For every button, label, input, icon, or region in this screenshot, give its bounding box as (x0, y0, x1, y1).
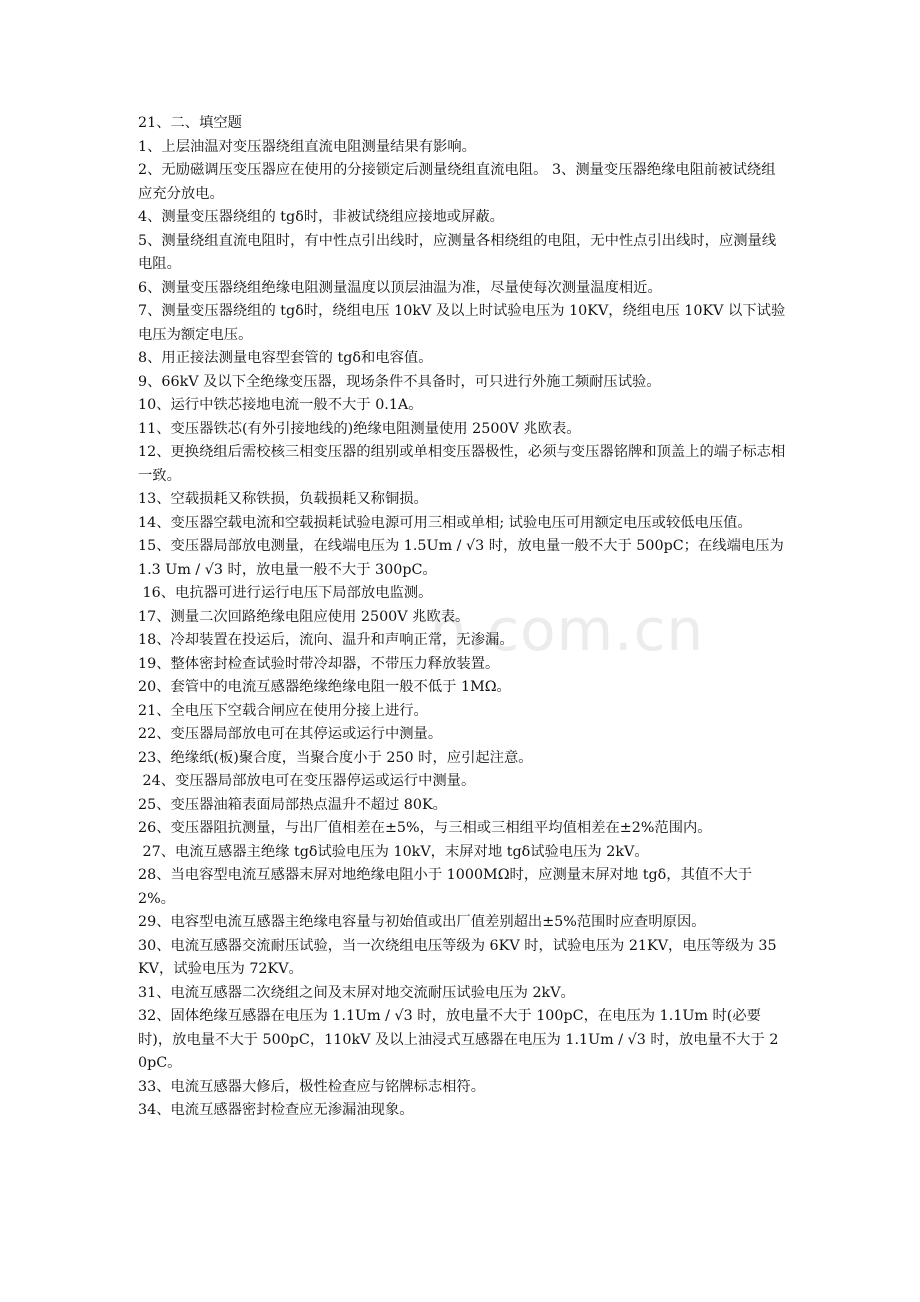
item-18: 18、冷却装置在投运后，流向、温升和声响正常，无渗漏。 (138, 632, 514, 648)
item-22: 22、变压器局部放电可在其停运或运行中测量。 (138, 726, 443, 742)
item-28: 28、当电容型电流互感器末屏对地绝缘电阻小于 1000MΩ时，应测量末屏对地 tgδ，其值不大于 2%。 (138, 867, 757, 907)
item-4: 4、测量变压器绕组的 tgδ时，非被试绕组应接地或屏蔽。 (138, 209, 504, 225)
item-19: 19、整体密封检查试验时带冷却器，不带压力释放装置。 (138, 655, 500, 672)
item-34: 34、电流互感器密封检查应无渗漏油现象。 (138, 1102, 414, 1118)
document-body (138, 112, 789, 1123)
item-20: 20、套管中的电流互感器绝缘绝缘电阻一般不低于 1MΩ。 (138, 679, 511, 695)
item-1: 1、上层油温对变压器绕组直流电阻测量结果有影响。 (138, 138, 476, 155)
item-21: 21、全电压下空载合闸应在使用分接上进行。 (138, 702, 428, 719)
item-10: 10、运行中铁芯接地电流一般不大于 0.1A。 (138, 397, 423, 413)
item-15: 15、变压器局部放电测量，在线端电压为 1.5Um / √3 时，放电量一般不大于 500pC；在线端电压为 1.3 Um / √3 时，放电量一般不大于 300pC。 (138, 538, 789, 578)
item-5: 5、测量绕组直流电阻时，有中性点引出线时，应测量各相绕组的电阻，无中性点引出线时，应测量线电阻。 (138, 232, 777, 272)
item-25: 25、变压器油箱表面局部热点温升不超过 80K。 (138, 796, 447, 813)
item-26: 26、变压器阻抗测量，与出厂值相差在±5%，与三相或三相组平均值相差在±2%范围内。 (138, 820, 712, 836)
item-2-3: 2、无励磁调压变压器应在使用的分接锁定后测量绕组直流电阻。 3、测量变压器绝缘电阻前被试绕组应充分放电。 (138, 162, 776, 202)
item-29: 29、电容型电流互感器主绝缘电容量与初始值或出厂值差别超出±5%范围时应查明原因。 (138, 914, 706, 930)
item-6: 6、测量变压器绕组绝缘电阻测量温度以顶层油温为准，尽量使每次测量温度相近。 (138, 279, 662, 296)
item-32: 32、固体绝缘互感器在电压为 1.1Um / √3 时，放电量不大于 100pC，在电压为 1.1Um 时(必要时)，放电量不大于 500pC，110kV 及以上油浸式互感器在电压为 1.1Um / √3 时，放电量不大于 20pC。 (138, 1008, 779, 1071)
item-23: 23、绝缘纸(板)聚合度，当聚合度小于 250 时，应引起注意。 (138, 749, 533, 766)
item-12: 12、更换绕组后需校核三相变压器的组别或单相变压器极性，必须与变压器铭牌和顶盖上的端子标志相一致。 (138, 444, 786, 484)
item-24: 24、变压器局部放电可在变压器停运或运行中测量。 (138, 773, 476, 789)
watermark: n.com.cn (430, 596, 705, 664)
item-13: 13、空载损耗又称铁损，负载损耗又称铜损。 (138, 491, 428, 507)
item-31: 31、电流互感器二次绕组之间及末屏对地交流耐压试验电压为 2kV。 (138, 984, 575, 1001)
item-17: 17、测量二次回路绝缘电阻应使用 2500V 兆欧表。 (138, 608, 470, 625)
item-16: 16、电抗器可进行运行电压下局部放电监测。 (138, 585, 433, 601)
line-section-title: 21、二、填空题 (138, 115, 242, 131)
item-7: 7、测量变压器绕组的 tgδ时，绕组电压 10kV 及以上时试验电压为 10KV，绕组电压 10KV 以下试验电压为额定电压。 (138, 303, 786, 343)
item-14: 14、变压器空载电流和空载损耗试验电源可用三相或单相; 试验电压可用额定电压或较低电压值。 (138, 514, 752, 531)
item-11: 11、变压器铁芯(有外引接地线的)绝缘电阻测量使用 2500V 兆欧表。 (138, 420, 581, 437)
item-27: 27、电流互感器主绝缘 tgδ试验电压为 10kV，末屏对地 tgδ试验电压为 2kV。 (138, 843, 649, 860)
item-30: 30、电流互感器交流耐压试验，当一次绕组电压等级为 6KV 时，试验电压为 21KV，电压等级为 35KV，试验电压为 72KV。 (138, 937, 777, 977)
item-9: 9、66kV 及以下全绝缘变压器，现场条件不具备时，可只进行外施工频耐压试验。 (138, 373, 661, 390)
item-33: 33、电流互感器大修后，极性检查应与铭牌标志相符。 (138, 1078, 486, 1095)
item-8: 8、用正接法测量电容型套管的 tgδ和电容值。 (138, 350, 433, 366)
